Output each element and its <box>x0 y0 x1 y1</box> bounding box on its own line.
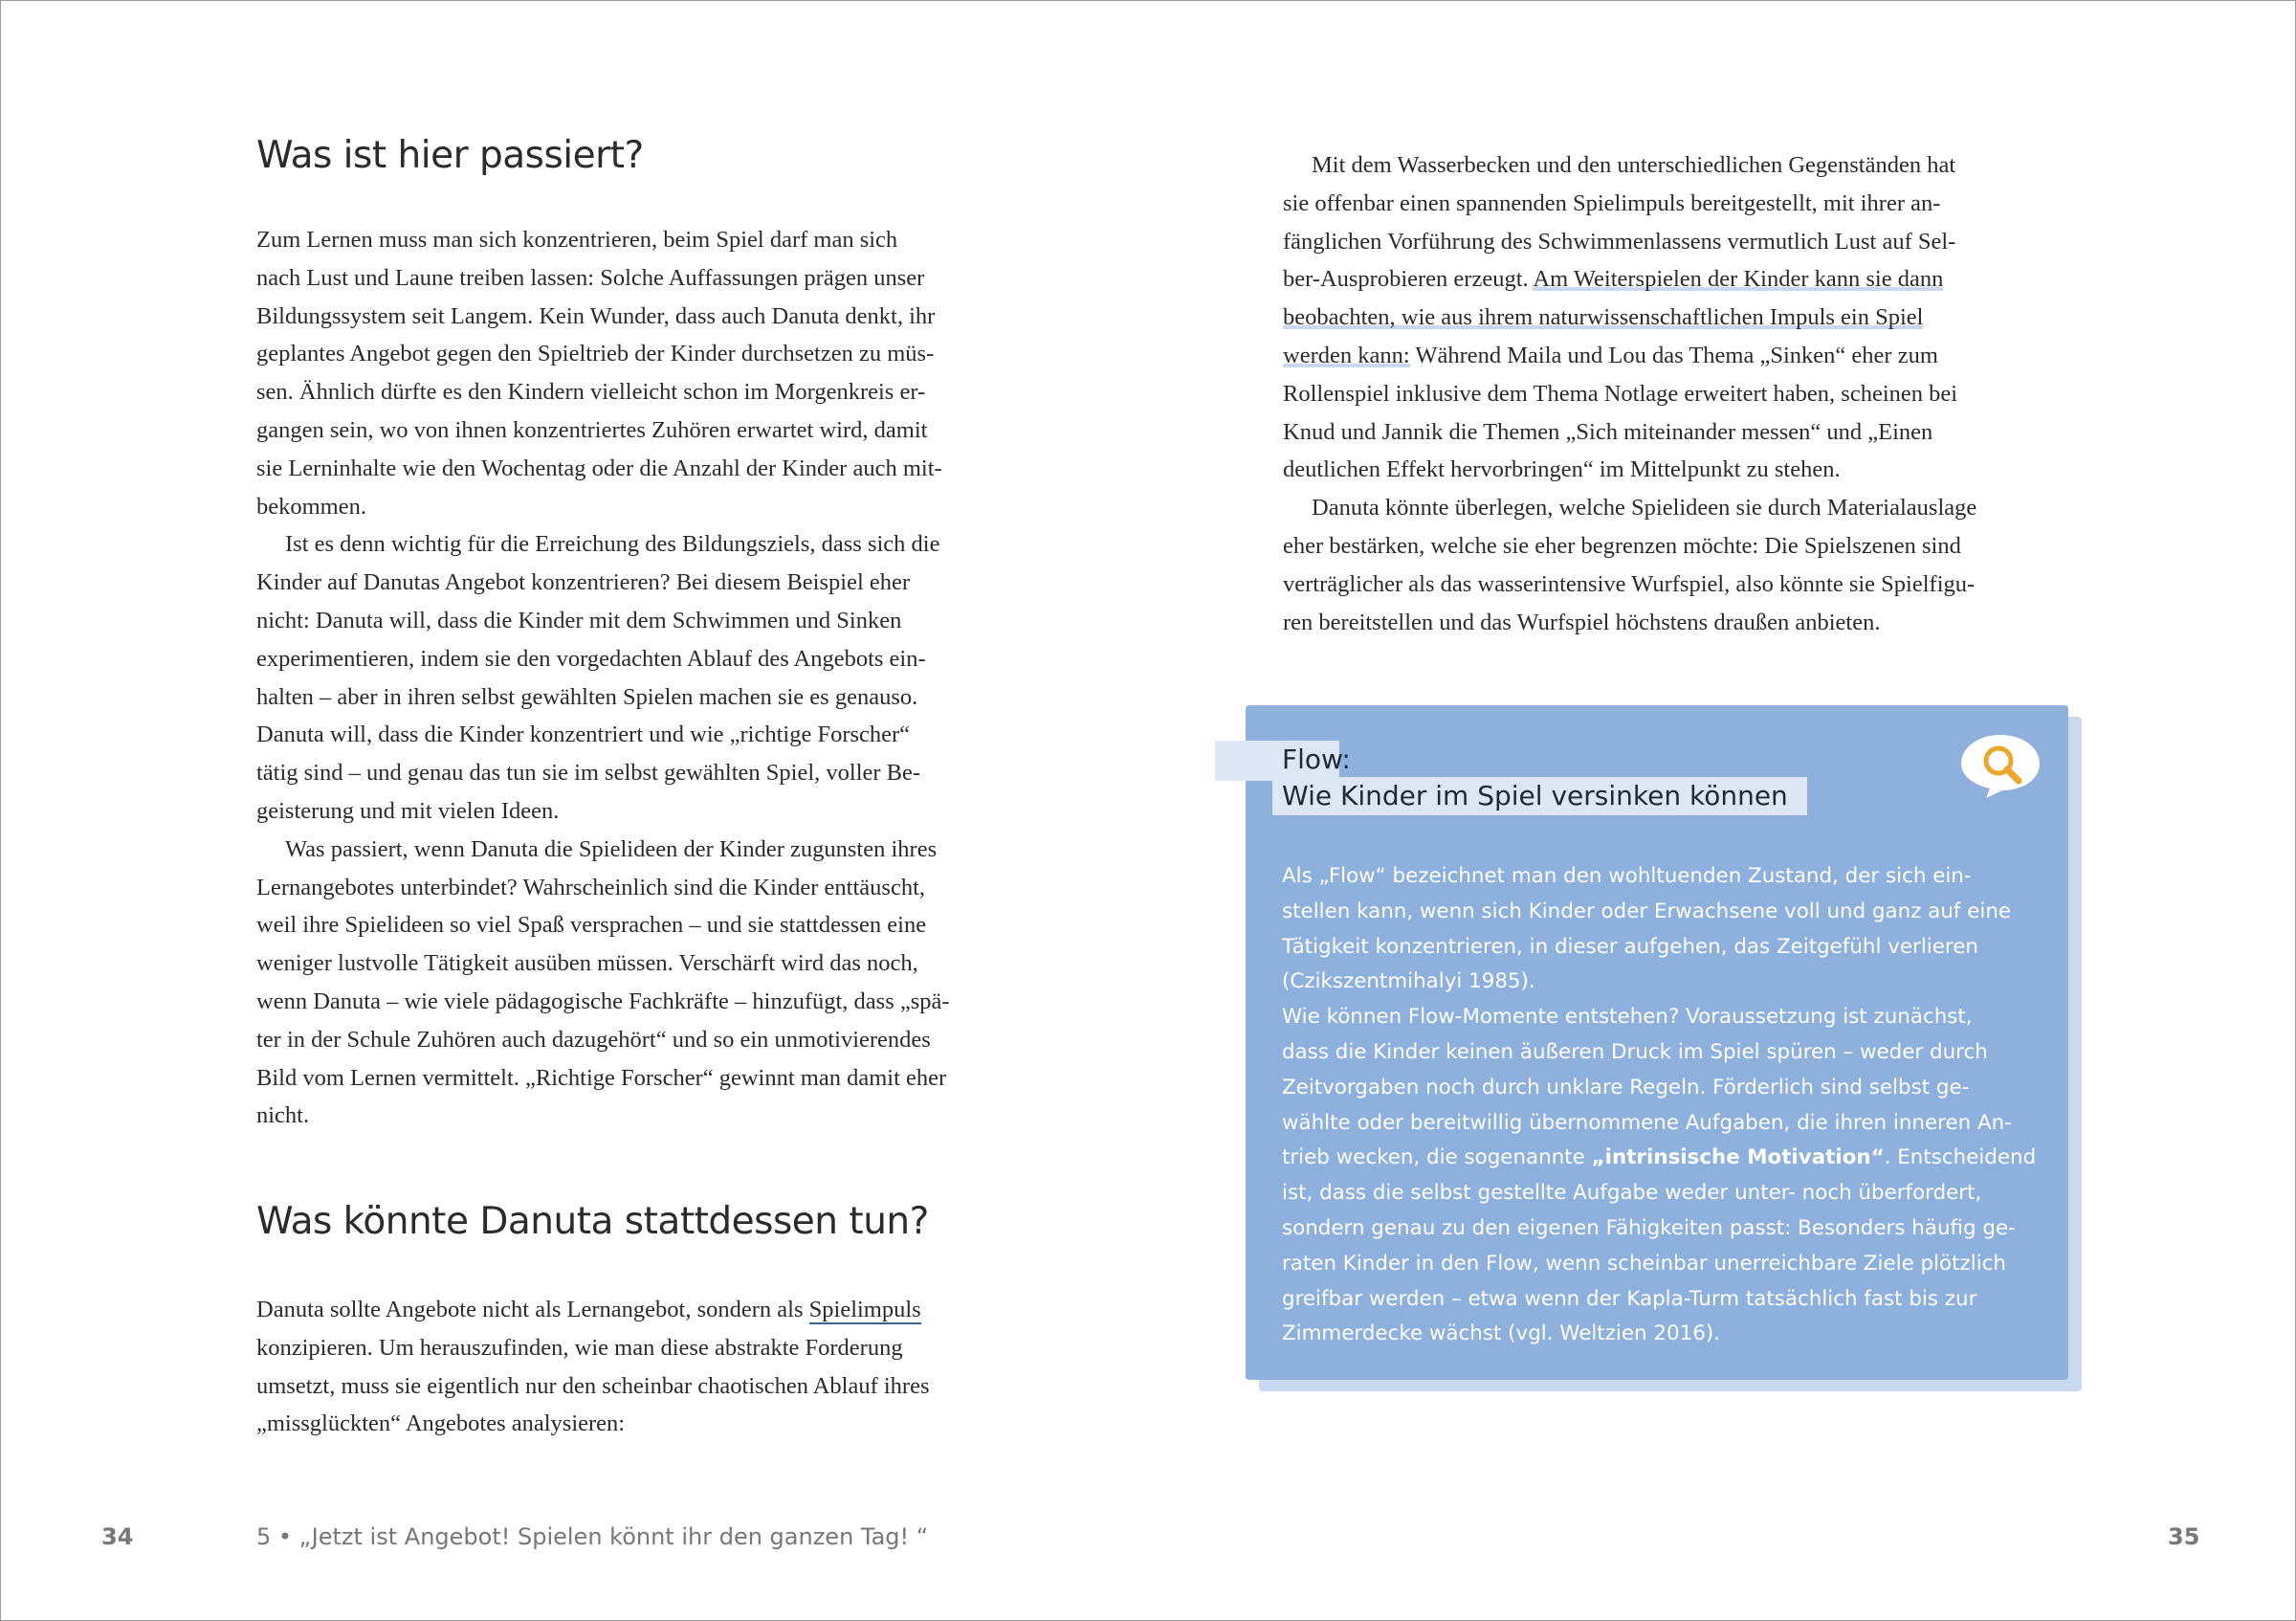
text-line: sondern genau zu den eigenen Fähigkeiten passt: Besonders häufig ge- <box>1282 1215 2016 1240</box>
glossary-link-spielimpuls[interactable]: Spielimpuls <box>808 1297 921 1322</box>
text-line: Rollenspiel inklusive dem Thema Notlage erweitert haben, scheinen bei <box>1283 380 1958 407</box>
text-line: nach Lust und Laune treiben lassen: Solche Auffassungen prägen unser <box>256 264 925 291</box>
text-line: greifbar werden – etwa wenn der Kapla-Turm tatsächlich fast bis zur <box>1282 1286 1977 1311</box>
text-line: Zum Lernen muss man sich konzentrieren, beim Spiel darf man sich <box>256 227 898 253</box>
text: trieb wecken, die sogenannte <box>1282 1145 1592 1170</box>
info-box-text <box>1282 859 2040 1352</box>
text-line: deutlichen Effekt hervorbringen“ im Mittelpunkt zu stehen. <box>1283 456 1841 483</box>
text-line: ter in der Schule Zuhören auch dazugehört“ und so ein unmotivierendes <box>256 1026 931 1053</box>
page-number-left: 34 <box>101 1523 134 1550</box>
heading-was-koennte-danuta-tun: Was könnte Danuta stattdessen tun? <box>256 1200 929 1243</box>
text <box>256 1335 930 1437</box>
text-line: konzipieren. Um herauszufinden, wie man diese abstrakte Forderung <box>256 1334 903 1361</box>
text-line: wählte oder bereitwillig übernommene Aufgaben, die ihren inneren An- <box>1282 1110 2012 1135</box>
text: ber-Ausprobieren erzeugt. <box>1283 266 1534 293</box>
text: Während Maila und Lou das Thema „Sinken“ eher zum <box>1409 342 1938 368</box>
left-column-body-2 <box>256 1291 1014 1443</box>
text-line: halten – aber in ihren selbst gewählten Spielen machen sie es genauso. <box>256 683 918 710</box>
text-line: Lernangebotes unterbindet? Wahrscheinlich sind die Kinder enttäuscht, <box>256 874 926 900</box>
magnifier-icon <box>1959 733 2042 800</box>
page-number-right: 35 <box>2168 1523 2200 1550</box>
text-line: nicht: Danuta will, dass die Kinder mit dem Schwimmen und Sinken <box>256 607 902 633</box>
text-line: Knud und Jannik die Themen „Sich miteinander messen“ und „Einen <box>1283 418 1933 445</box>
paragraph <box>1283 489 2041 641</box>
text-line: weniger lustvolle Tätigkeit ausüben müssen. Verschärft wird das noch, <box>256 950 918 977</box>
text-line: geisterung und mit vielen Ideen. <box>256 797 560 824</box>
info-box-title-line1: Flow: <box>1282 744 1351 775</box>
text <box>1283 152 1955 255</box>
left-column-body <box>256 221 1014 1135</box>
text <box>1283 381 1957 483</box>
info-box-paragraph <box>1282 1000 2040 1352</box>
text-line: eher bestärken, welche sie eher begrenzen möchte: Die Spielszenen sind <box>1283 532 1961 559</box>
highlighted-text: Am Weiterspielen der Kinder kann sie dann <box>1533 266 1944 293</box>
text-line: Bildungssystem seit Langem. Kein Wunder, dass auch Danuta denkt, ihr <box>256 302 936 329</box>
text <box>1282 1005 2012 1134</box>
text-line: stellen kann, wenn sich Kinder oder Erwachsene voll und ganz auf eine <box>1282 899 2012 923</box>
text-line: Kinder auf Danutas Angebot konzentrieren? Bei diesem Beispiel eher <box>256 569 911 596</box>
paragraph <box>256 1291 1014 1443</box>
text: Danuta sollte Angebote nicht als Lernangebot, sondern als <box>256 1297 809 1322</box>
highlighted-text: werden kann: <box>1283 342 1410 368</box>
text-line: verträglicher als das wasserintensive Wurfspiel, also könnte sie Spielfigu- <box>1283 570 1976 597</box>
text-line: sie offenbar einen spannenden Spielimpuls bereitgestellt, mit ihrer an- <box>1283 189 1941 216</box>
info-box-title-line2: Wie Kinder im Spiel versinken können <box>1272 777 1807 815</box>
paragraph <box>256 221 1014 525</box>
bold-term: „intrinsische Motivation“ <box>1591 1145 1885 1170</box>
text-line: Danuta könnte überlegen, welche Spielideen sie durch Materialauslage <box>1312 495 1977 522</box>
info-box-paragraph <box>1282 859 2040 1000</box>
text-line: Danuta will, dass die Kinder konzentriert und wie „richtige Forscher“ <box>256 722 911 748</box>
text-line: ren bereitstellen und das Wurfspiel höchstens draußen anbieten. <box>1283 609 1881 635</box>
text-line: fänglichen Vorführung des Schwimmenlassens vermutlich Lust auf Sel- <box>1283 228 1956 255</box>
text-line: Zimmerdecke wächst (vgl. Weltzien 2016). <box>1282 1321 1720 1346</box>
heading-was-ist-hier-passiert: Was ist hier passiert? <box>256 134 644 177</box>
text: . Entscheidend <box>1884 1145 2037 1170</box>
text-line: Bild vom Lernen vermittelt. „Richtige Forscher“ gewinnt man damit eher <box>256 1064 947 1091</box>
text-line: umsetzt, muss sie eigentlich nur den scheinbar chaotischen Ablauf ihres <box>256 1372 930 1399</box>
info-box-title-label <box>1215 741 1351 781</box>
paragraph <box>1283 146 2041 489</box>
text-line: „missglückten“ Angebotes analysieren: <box>256 1410 626 1437</box>
text <box>1282 1181 2016 1345</box>
text-line: Wie können Flow-Momente entstehen? Voraussetzung ist zunächst, <box>1282 1005 1973 1030</box>
paragraph <box>256 831 1014 1135</box>
text-line: bekommen. <box>256 493 366 520</box>
text-line: wenn Danuta – wie viele pädagogische Fachkräfte – hinzufügt, dass „spä- <box>256 988 950 1014</box>
right-column-body <box>1283 146 2041 641</box>
text-line: ist, dass die selbst gestellte Aufgabe weder unter- noch überfordert, <box>1282 1181 1982 1206</box>
highlighted-text: beobachten, wie aus ihrem naturwissenschaftlichen Impuls ein Spiel <box>1283 304 1924 331</box>
text-line: sie Lerninhalte wie den Wochentag oder die Anzahl der Kinder auch mit- <box>256 455 942 481</box>
text-line: Tätigkeit konzentrieren, in dieser aufgehen, das Zeitgefühl verlieren <box>1282 934 1978 959</box>
text-line: sen. Ähnlich dürfte es den Kindern vielleicht schon im Morgenkreis er- <box>256 379 926 406</box>
text-line: Ist es denn wichtig für die Erreichung des Bildungsziels, dass sich die <box>285 531 940 558</box>
text-line: Zeitvorgaben noch durch unklare Regeln. Förderlich sind selbst ge- <box>1282 1075 1970 1099</box>
text-line: geplantes Angebot gegen den Spieltrieb der Kinder durchsetzen zu müs- <box>256 341 935 367</box>
text-line: Was passiert, wenn Danuta die Spielideen der Kinder zugunsten ihres <box>285 835 938 862</box>
text-line: raten Kinder in den Flow, wenn scheinbar unerreichbare Ziele plötzlich <box>1282 1251 2006 1276</box>
text-line: (Czikszentmihalyi 1985). <box>1282 969 1535 994</box>
paragraph <box>256 525 1014 830</box>
text-line: Als „Flow“ bezeichnet man den wohltuenden Zustand, der sich ein- <box>1282 864 1972 888</box>
text-line: gangen sein, wo von ihnen konzentriertes Zuhören erwartet wird, damit <box>256 416 928 443</box>
text-line: nicht. <box>256 1102 310 1129</box>
text-line: tätig sind – und genau das tun sie im selbst gewählten Spiel, voller Be- <box>256 760 921 787</box>
running-head: 5 • „Jetzt ist Angebot! Spielen könnt ihr den ganzen Tag! “ <box>256 1523 929 1550</box>
text-line: experimentieren, indem sie den vorgedachten Ablauf des Angebots ein- <box>256 645 926 672</box>
text-line: weil ihre Spielideen so viel Spaß versprachen – und sie stattdessen eine <box>256 912 927 939</box>
text-line: dass die Kinder keinen äußeren Druck im Spiel spüren – weder durch <box>1282 1039 1988 1064</box>
text-line: Mit dem Wasserbecken und den unterschiedlichen Gegenständen hat <box>1312 152 1956 178</box>
